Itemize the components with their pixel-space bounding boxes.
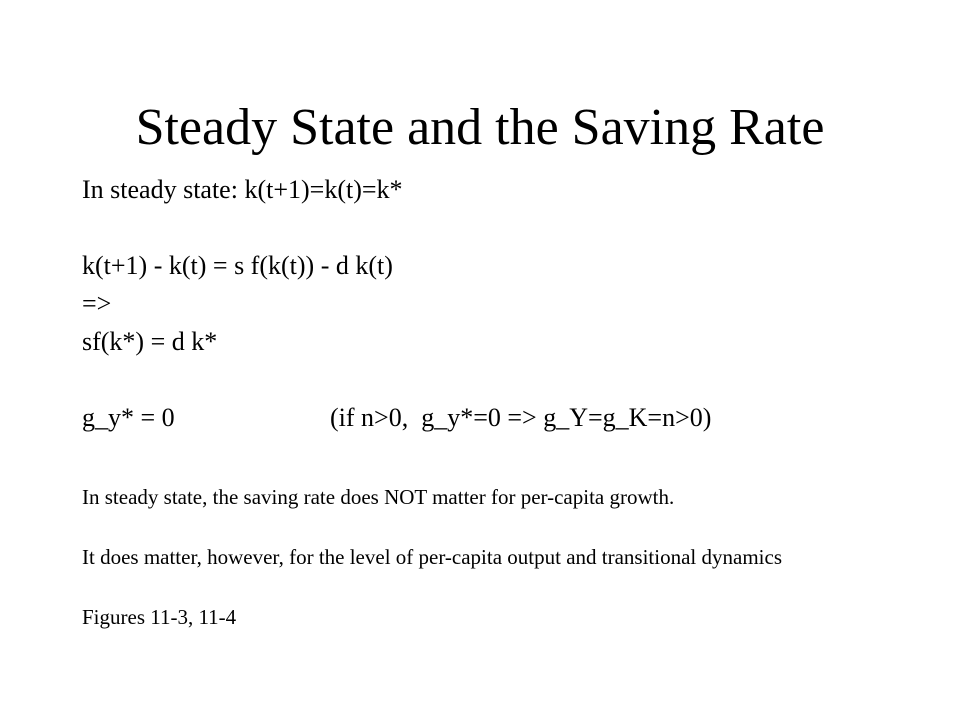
slide-body bbox=[82, 171, 902, 437]
growth-rate-line bbox=[82, 399, 902, 437]
note-figures-reference: Figures 11-3, 11-4 bbox=[82, 605, 237, 629]
steady-state-equation: sf(k*) = d k* bbox=[82, 327, 218, 356]
slide-title: Steady State and the Saving Rate bbox=[135, 99, 825, 156]
slide-notes bbox=[82, 482, 902, 632]
growth-rate-result: g_y* = 0 bbox=[82, 403, 175, 432]
spacer bbox=[82, 512, 902, 542]
implies-arrow: => bbox=[82, 289, 112, 318]
capital-accumulation-equation: k(t+1) - k(t) = s f(k(t)) - d k(t) bbox=[82, 251, 393, 280]
spacer bbox=[82, 361, 902, 399]
growth-rate-condition: (if n>0, g_y*=0 => g_Y=g_K=n>0) bbox=[330, 403, 712, 432]
note-saving-rate-level: It does matter, however, for the level of per-capita output and transitional dynamics bbox=[82, 545, 782, 569]
spacer bbox=[82, 572, 902, 602]
steady-state-condition: In steady state: k(t+1)=k(t)=k* bbox=[82, 175, 403, 204]
note-saving-rate-growth: In steady state, the saving rate does NOT matter for per-capita growth. bbox=[82, 485, 675, 509]
spacer bbox=[82, 209, 902, 247]
